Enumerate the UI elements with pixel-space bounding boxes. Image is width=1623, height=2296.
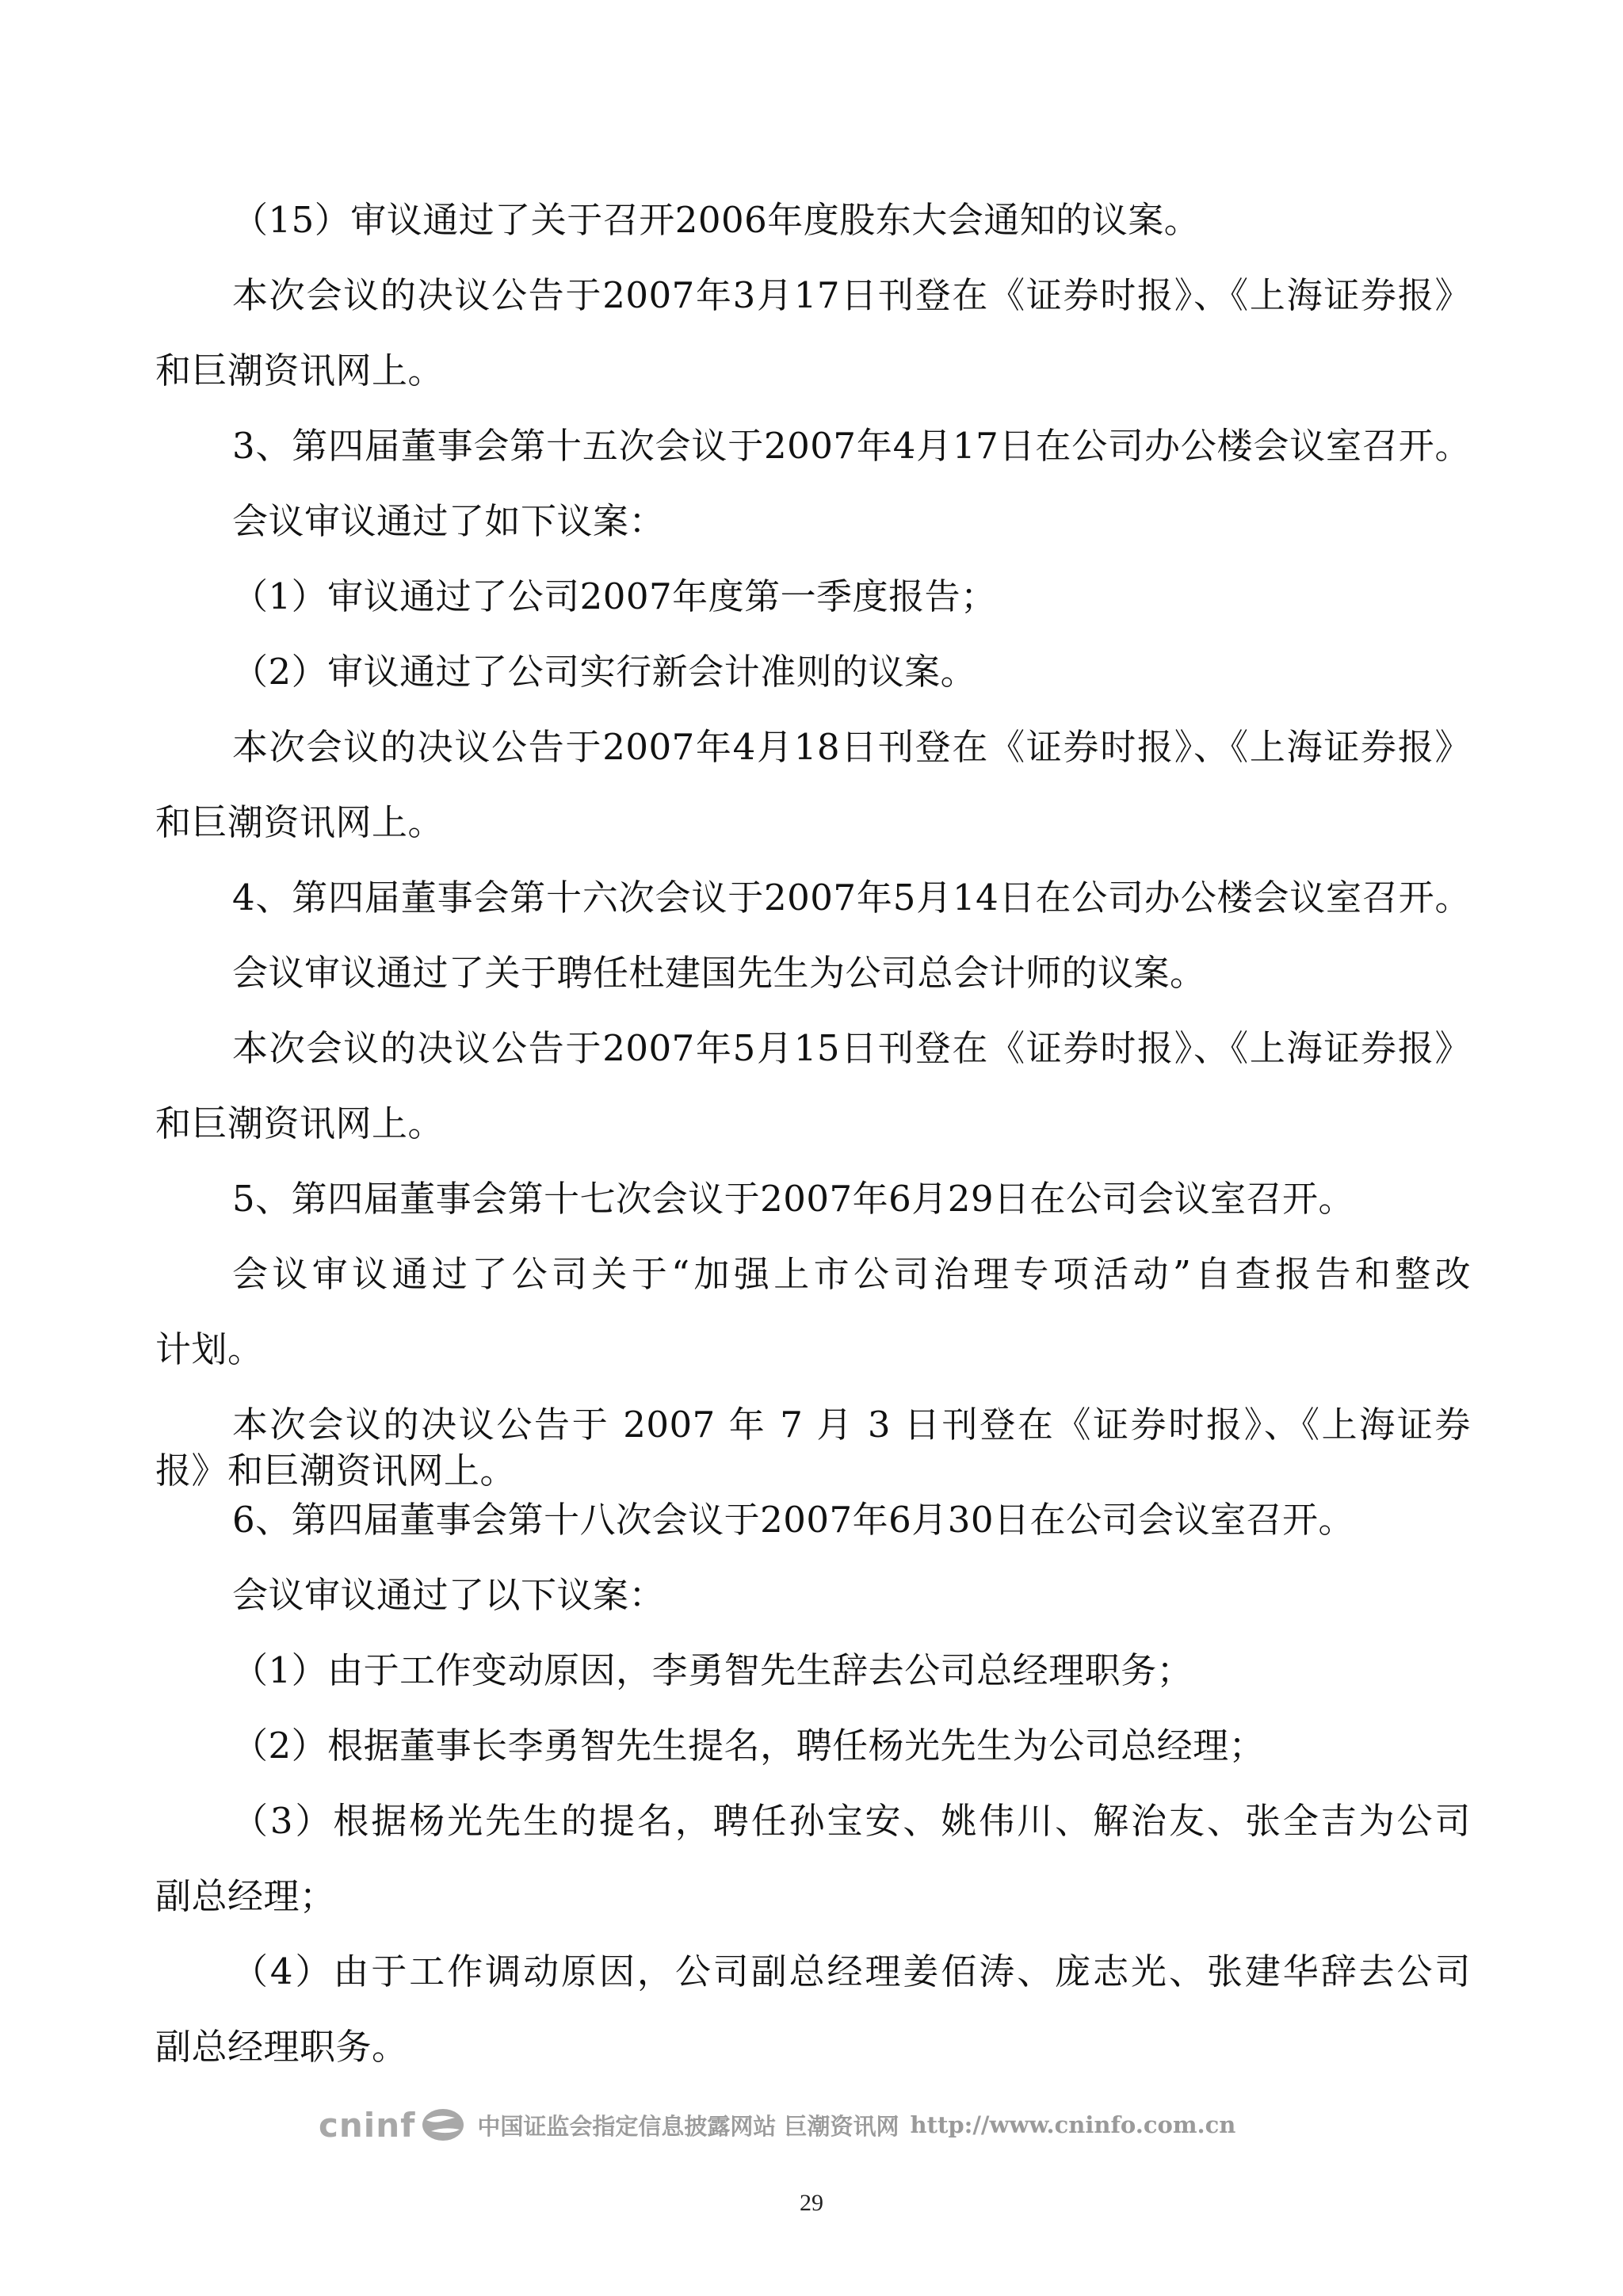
- paragraph-line: 会议审议通过了公司关于“加强上市公司治理专项活动”自查报告和整改: [232, 1253, 1471, 1295]
- paragraph-line: 4、第四届董事会第十六次会议于2007年5月14日在公司办公楼会议室召开。: [232, 877, 1471, 919]
- footer-url-link[interactable]: http://www.cninfo.com.cn: [910, 2111, 1236, 2138]
- paragraph-line: （3）根据杨光先生的提名，聘任孙宝安、姚伟川、解治友、张全吉为公司: [232, 1800, 1471, 1842]
- paragraph-line: 和巨潮资讯网上。: [155, 1102, 445, 1144]
- paragraph-line: 本次会议的决议公告于2007年3月17日刊登在《证券时报》、《上海证券报》: [232, 274, 1471, 316]
- footer-site-text: 中国证监会指定信息披露网站 巨潮资讯网: [477, 2112, 899, 2140]
- paragraph-line: 会议审议通过了关于聘任杜建国先生为公司总会计师的议案。: [232, 952, 1206, 994]
- paragraph-line: （2）审议通过了公司实行新会计准则的议案。: [232, 651, 977, 693]
- paragraph-line: 计划。: [155, 1328, 264, 1370]
- cninfo-swirl-icon: [420, 2107, 466, 2143]
- paragraph-line: （1）审议通过了公司2007年度第一季度报告；: [232, 575, 997, 617]
- paragraph-line: 3、第四届董事会第十五次会议于2007年4月17日在公司办公楼会议室召开。: [232, 425, 1471, 467]
- page-number: 29: [800, 2190, 823, 2216]
- paragraph-line: 会议审议通过了以下议案：: [232, 1574, 666, 1616]
- paragraph-line: （2）根据董事长李勇智先生提名，聘任杨光先生为公司总经理；: [232, 1725, 1266, 1767]
- paragraph-line: 报》和巨潮资讯网上。: [155, 1450, 517, 1492]
- page-footer: [319, 2106, 1235, 2144]
- paragraph-line: 本次会议的决议公告于2007年5月15日刊登在《证券时报》、《上海证券报》: [232, 1027, 1471, 1069]
- paragraph-line: 本次会议的决议公告于 2007 年 7 月 3 日刊登在《证券时报》、《上海证券: [232, 1404, 1471, 1446]
- paragraph-line: 5、第四届董事会第十七次会议于2007年6月29日在公司会议室召开。: [232, 1178, 1355, 1220]
- paragraph-line: 6、第四届董事会第十八次会议于2007年6月30日在公司会议室召开。: [232, 1499, 1355, 1541]
- paragraph-line: 和巨潮资讯网上。: [155, 801, 445, 843]
- paragraph-line: 会议审议通过了如下议案：: [232, 500, 666, 542]
- paragraph-line: 和巨潮资讯网上。: [155, 350, 445, 392]
- paragraph-line: （1）由于工作变动原因，李勇智先生辞去公司总经理职务；: [232, 1649, 1193, 1691]
- cninfo-logo-text: cninf: [319, 2105, 416, 2145]
- paragraph-line: 副总经理职务。: [155, 2026, 408, 2068]
- paragraph-line: 本次会议的决议公告于2007年4月18日刊登在《证券时报》、《上海证券报》: [232, 726, 1471, 768]
- paragraph-line: （4）由于工作调动原因，公司副总经理姜佰涛、庞志光、张建华辞去公司: [232, 1950, 1471, 1992]
- paragraph-line: （15）审议通过了关于召开2006年度股东大会通知的议案。: [232, 199, 1201, 241]
- paragraph-line: 副总经理；: [155, 1875, 336, 1917]
